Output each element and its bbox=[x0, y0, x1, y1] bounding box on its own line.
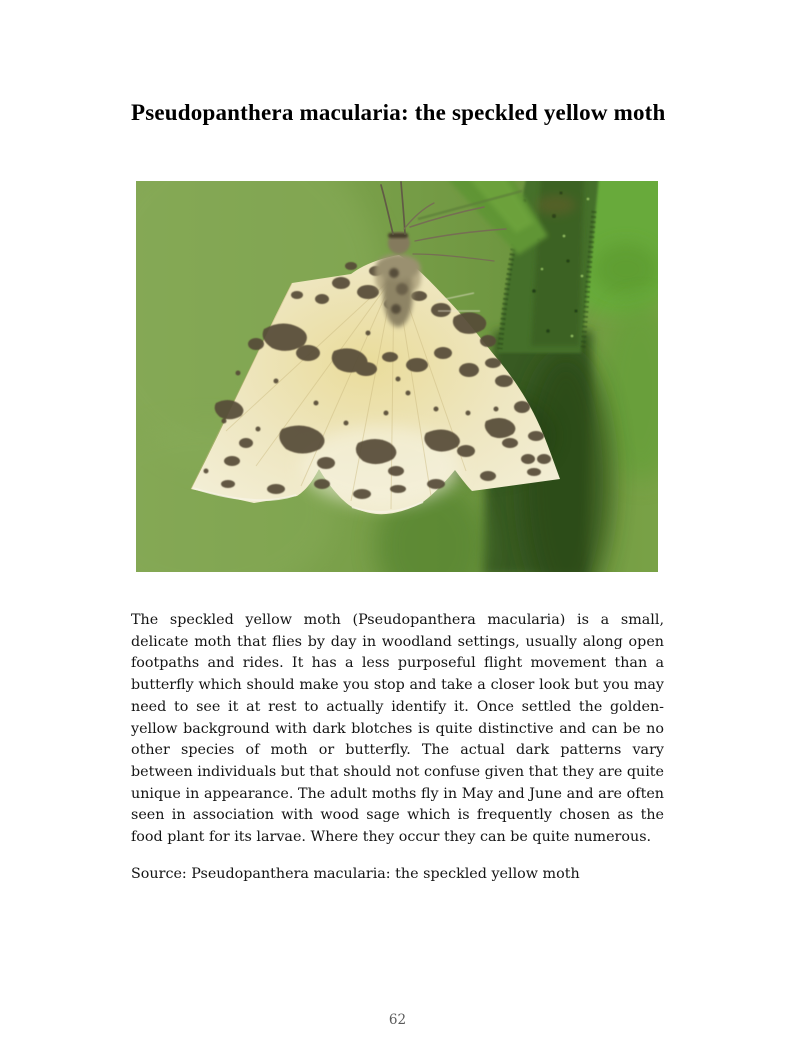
moth-photo bbox=[136, 181, 658, 572]
source-line: Source: Pseudopanthera macularia: the speckled yellow moth bbox=[131, 865, 580, 882]
body-paragraph: The speckled yellow moth (Pseudopanthera macularia) is a small, delicate moth that flies by day in woodland settings, usually along open footpaths and rides. It has a less purposeful flight movement than a butterfly which should make you stop and take a closer look but you may need to see it at rest to actually identify it. Once settled the golden-yellow background with dark blotches is quite distinctive and can be no other species of moth or butterfly. The actual dark patterns vary between individuals but that should not confuse given that they are quite unique in appearance. The adult moths fly in May and June and are often seen in association with wood sage which is frequently chosen as the food plant for its larvae. Where they occur they can be quite numerous. bbox=[131, 612, 664, 846]
text-block bbox=[131, 610, 664, 885]
page-number: 62 bbox=[388, 1012, 407, 1028]
moth-photo-illustration bbox=[136, 181, 658, 572]
page-title: Pseudopanthera macularia: the speckled yellow moth bbox=[131, 100, 666, 125]
